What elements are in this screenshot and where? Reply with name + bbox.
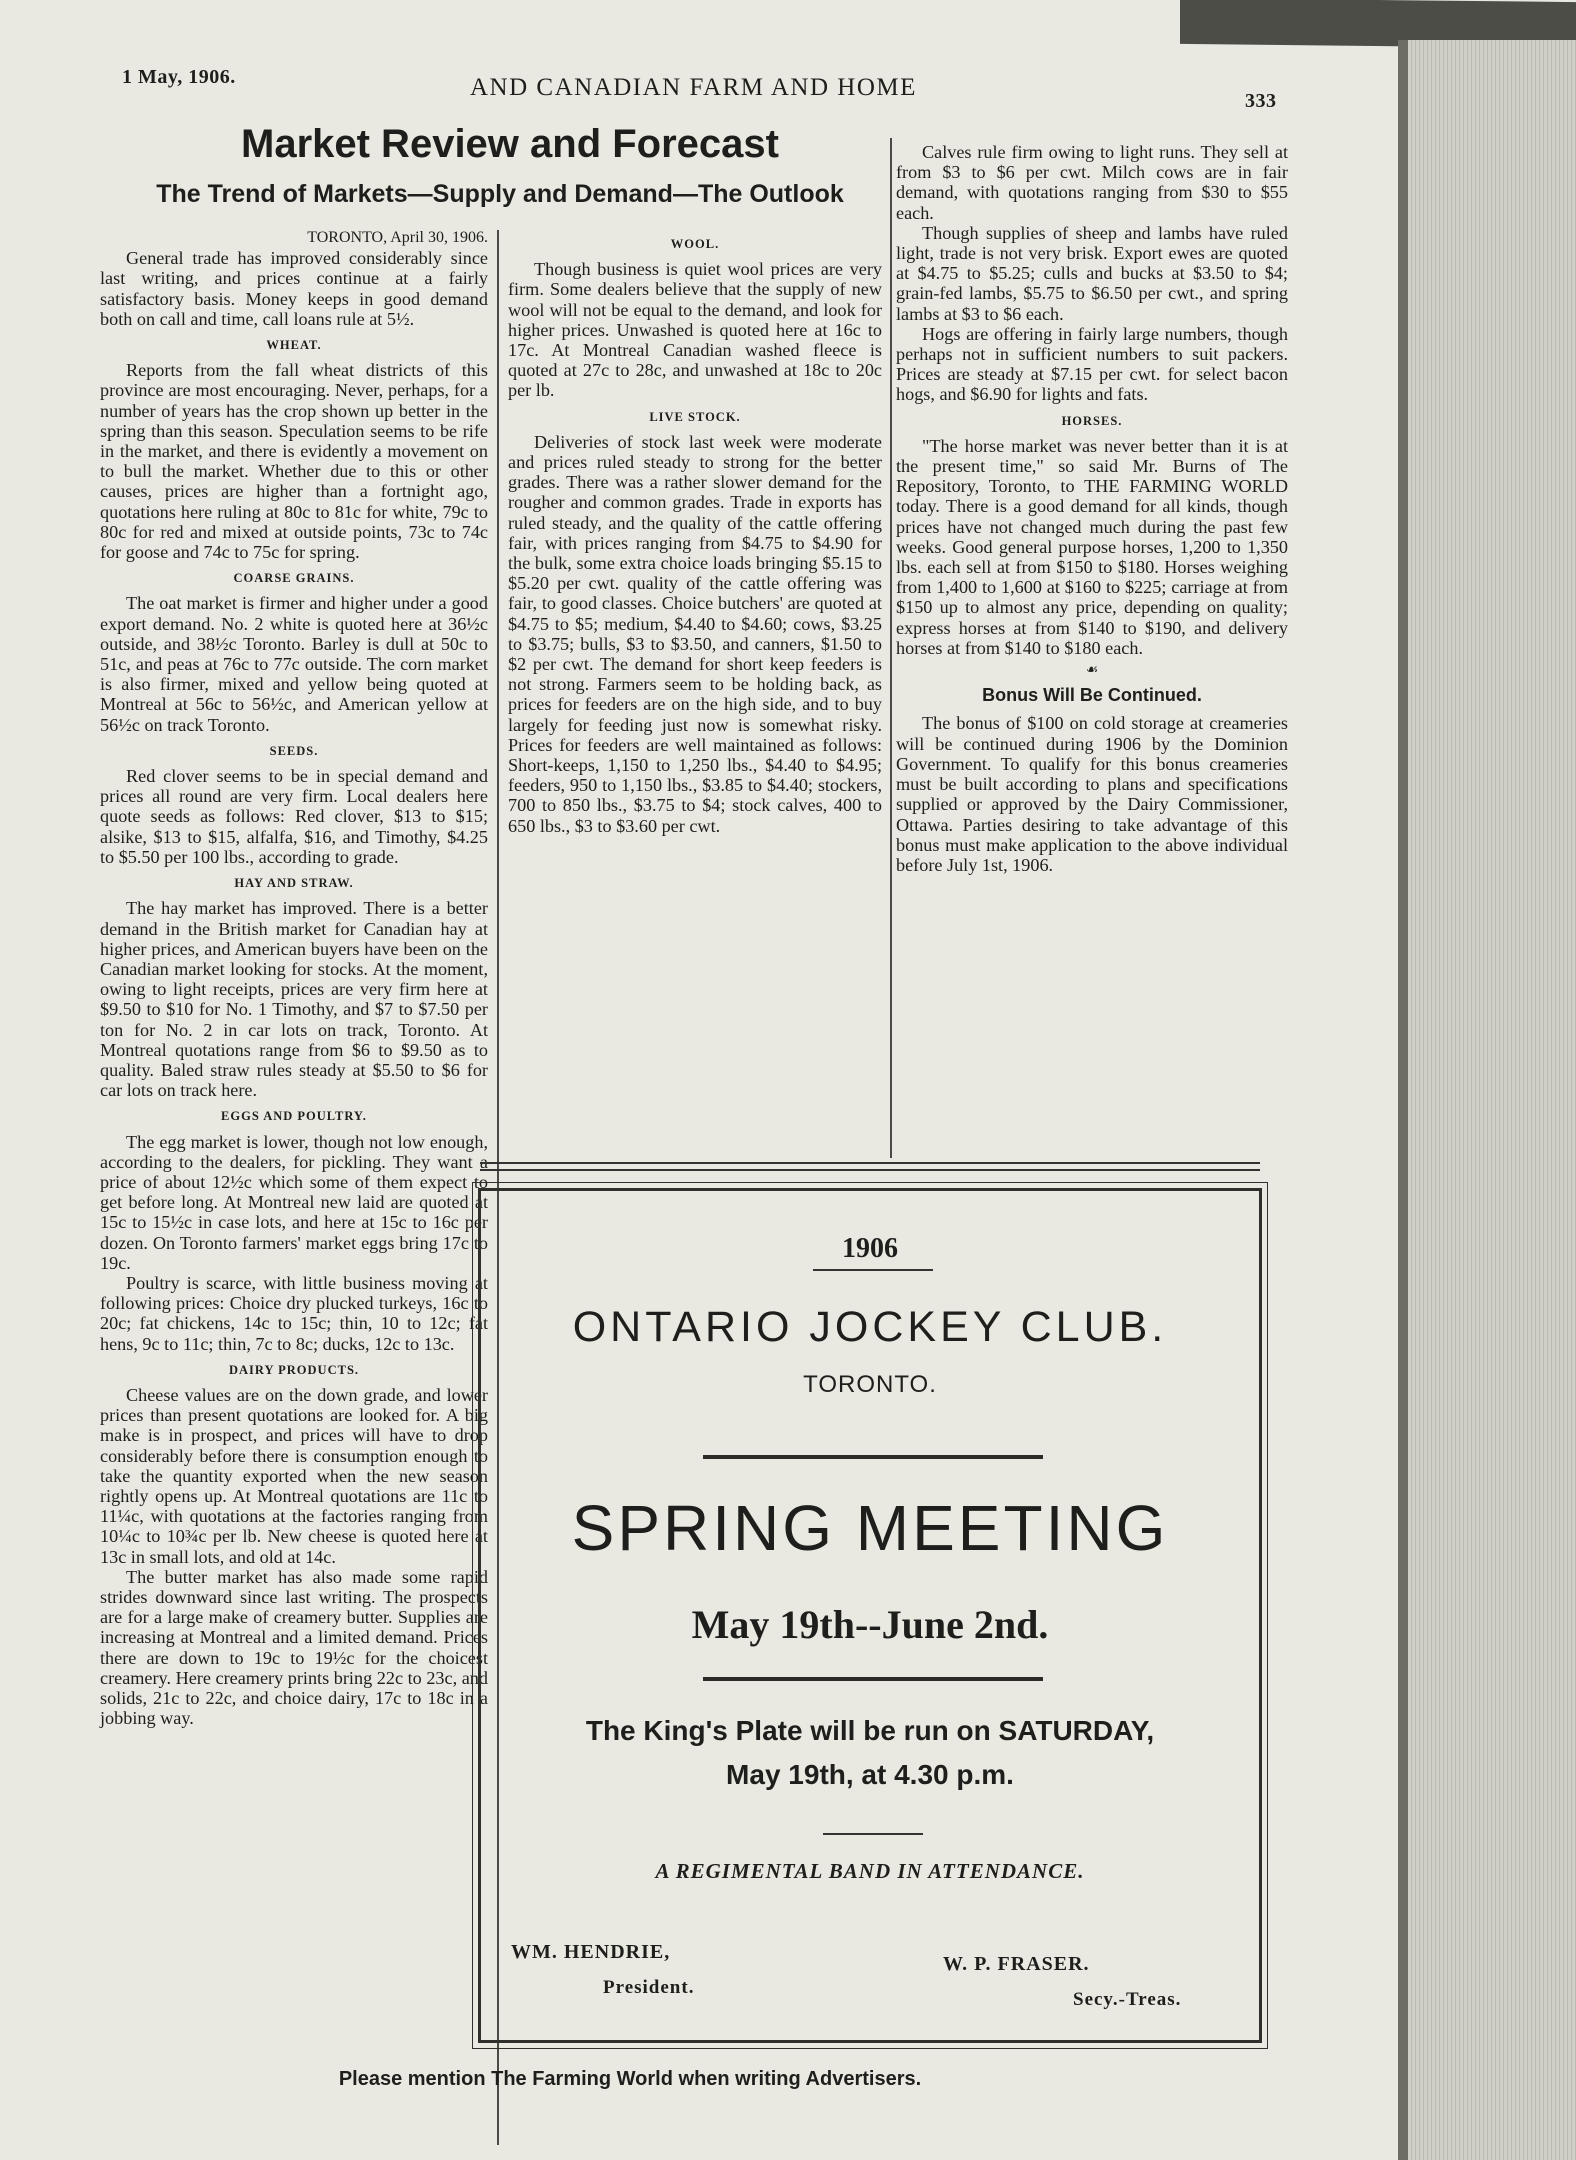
section-heading-eggs: EGGS AND POULTRY. <box>221 1109 367 1124</box>
article-column-1 <box>100 228 488 1728</box>
section-heading-wheat: WHEAT. <box>266 338 322 353</box>
header-date: 1 May, 1906. <box>122 66 236 88</box>
seeds-paragraph: Red clover seems to be in special demand and prices all round are very firm. Local dealers here quote seeds as follows: Red clover, $13 to $15; alsike, $13 to $15, alfalfa, $16, and Timothy, $4.25 to $5.50 per 100 lbs., according to grade. <box>100 766 488 867</box>
article-subtitle: The Trend of Markets—Supply and Demand—The Outlook <box>156 180 844 208</box>
wheat-paragraph: Reports from the fall wheat districts of this province are most encouraging. Never, perhaps, for a number of years has the crop shown up better in the spring than this season. Speculation seems to be rife in the market, and there is evidently a movement on to bull the market. Whether due to this or other causes, prices are higher than a fortnight ago, quotations here ruling at 80c to 81c for white, 79c to 80c for red and mixed at outside points, 73c to 74c for goose and 74c to 75c for spring. <box>100 360 488 563</box>
book-page-edges <box>1408 40 1576 2160</box>
section-heading-seeds: SEEDS. <box>269 743 319 758</box>
live-stock-paragraph: Deliveries of stock last week were moderate and prices ruled steady to strong for the better grades. There was a rather slower demand for the rougher and common grades. Trade in exports has ruled steady, and the quality of the cattle offering fair, with prices ranging from $4.75 to $4.90 for the bulk, some extra choice loads bringing $5.15 to $5.20 per cwt. quality of the cattle offering was fair, to good classes. Choice butchers' are quoted at $4.75 to $5; medium, $4.40 to $4.60; cows, $3.25 to $3.75; bulls, $3 to $3.50, and canners, $1.50 to $2 per cwt. The demand for short keep feeders is not strong. Farmers seem to be holding back, as prices for feeders are on the high side, and to buy largely for feeding just now is somewhat risky. Prices for feeders are well maintained as follows: Short-keeps, 1,150 to 1,250 lbs., $4.40 to $4.95; feeders, 950 to 1,150 lbs., $3.85 to $4.40; stockers, 700 to 850 lbs., $3.75 to $4; stock calves, 400 to 650 lbs., $3 to $3.60 per cwt. <box>508 431 882 836</box>
sheep-paragraph: Though supplies of sheep and lambs have ruled light, trade is not very brisk. Export ewes are quoted at $4.75 to $5.25; culls and bucks at $3.50 to $4; grain-fed lambs, $5.75 to $6.50 per cwt., and spring lambs at $3 to $6 each. <box>896 222 1288 324</box>
ad-secretary-name: W. P. FRASER. <box>943 1953 1090 1975</box>
wool-paragraph: Though business is quiet wool prices are very firm. Some dealers believe that the supply of new wool will not be equal to the demand, and look for higher prices. Unwashed is quoted here at 16c to 17c. At Montreal Canadian washed fleece is quoted at 27c to 28c, and unwashed at 18c to 20c per lb. <box>508 259 882 401</box>
intro-paragraph: General trade has improved considerably since last writing, and prices continue at a fairly satisfactory basis. Money keeps in good demand both on call and time, call loans rule at 5½. <box>100 248 488 329</box>
ad-secretary-title: Secy.-Treas. <box>1073 1989 1182 2010</box>
article-title: Market Review and Forecast <box>241 122 779 166</box>
horses-paragraph: "The horse market was never better than it is at the present time," so said Mr. Burns of The Repository, Toronto, to THE FARMING WORLD today. There is a good demand for all kinds, though prices have not changed much during the past few weeks. Good general purpose horses, 1,200 to 1,350 lbs. each sell at from $150 to $180. Horses weighing from 1,400 to 1,600 at $160 to $225; carriage at from $150 up to almost any price, depending on quality; express horses at from $140 to $190, and delivery horses at from $140 to $180 each. <box>896 435 1288 658</box>
ad-club-name: ONTARIO JOCKEY CLUB. <box>572 1303 1168 1351</box>
ad-kings-plate-line1: The King's Plate will be run on SATURDAY, <box>585 1715 1155 1746</box>
dateline: TORONTO, April 30, 1906. <box>307 229 488 246</box>
header-page-number: 333 <box>1245 90 1277 112</box>
ad-president-title: President. <box>603 1977 695 1998</box>
section-heading-dairy: DAIRY PRODUCTS. <box>228 1362 360 1377</box>
divider <box>813 1269 933 1271</box>
section-heading-coarse-grains: COARSE GRAINS. <box>233 571 355 586</box>
calves-paragraph: Calves rule firm owing to light runs. They sell at from $3 to $6 per cwt. Milch cows are in fair demand, with quotations ranging from $30 to $55 each. <box>896 142 1288 223</box>
ad-kings-plate-line2: May 19th, at 4.30 p.m. <box>726 1759 1014 1790</box>
eggs-paragraph: The egg market is lower, though not low enough, according to the dealers, for pickling. They want a price of about 12½c which some of them expect to get before long. At Montreal new laid are quoted at 15c to 15½c in case lots, and here at 15c to 16c per dozen. On Toronto farmers' market eggs bring 17c to 19c. <box>100 1131 488 1273</box>
poultry-paragraph: Poultry is scarce, with little business moving at following prices: Choice dry plucked turkeys, 16c to 20c; fat chickens, 14c to 15c; thin, 10 to 12c; fat hens, 9c to 11c; thin, 7c to 8c; ducks, 12c to 13c. <box>100 1272 488 1354</box>
butter-paragraph: The butter market has also made some rapid strides downward since last writing. The prospects are for a large make of creamery butter. Supplies are increasing at Montreal and a limited demand. Prices there are down to 19c to 19½c for the choicest creamery. Here creamery prints bring 22c to 23c, and solids, 21c to 22c, and choice dairy, 17c to 18c in a jobbing way. <box>100 1566 488 1729</box>
section-heading-hay: HAY AND STRAW. <box>234 876 354 891</box>
header-publication-title: AND CANADIAN FARM AND HOME <box>470 74 917 101</box>
column-divider <box>890 138 892 1158</box>
cheese-paragraph: Cheese values are on the down grade, and lower prices than present quotations are looked for. A big make is in prospect, and prices will have to drop considerably before there is consumption enough to take the quantity exported when the new season rightly opens up. At Montreal quotations are 11c to 11¼c, with quotations at the factories ranging from 10¼c to 10¾c per lb. New cheese is quoted here at 13c in small lots, and old at 14c. <box>100 1384 488 1567</box>
hay-paragraph: The hay market has improved. There is a better demand in the British market for Canadian hay at higher prices, and American buyers have been on the Canadian market looking for stocks. At the moment, owing to light receipts, prices are very firm here at $9.50 to $10 for No. 1 Timothy, and $7 to $7.50 per ton for No. 2 in car lots on track, Toronto. At Montreal quotations range from $6 to $9.50 as to quality. Baled straw rules steady at $5.50 to $6 for car lots on track here. <box>100 898 488 1101</box>
advertisement-top-rule <box>480 1162 1260 1171</box>
ad-president-name: WM. HENDRIE, <box>511 1941 671 1963</box>
ad-city: TORONTO. <box>803 1371 937 1398</box>
bonus-paragraph: The bonus of $100 on cold storage at creameries will be continued during 1906 by the Dominion Government. To qualify for this bonus creameries must be built according to plans and specifications supplied or approved by the Dairy Commissioner, Ottawa. Parties desiring to take advantage of this bonus must make application to the above individual before July 1st, 1906. <box>896 713 1288 875</box>
bonus-heading: Bonus Will Be Continued. <box>982 685 1202 706</box>
hogs-paragraph: Hogs are offering in fairly large numbers, though perhaps not in sufficient numbers to suit packers. Prices are steady at $7.15 per cwt. for select bacon hogs, and $6.90 for lights and fats. <box>896 323 1288 405</box>
advertisement-box <box>478 1188 1262 2043</box>
divider <box>703 1455 1043 1459</box>
divider <box>823 1833 923 1835</box>
ad-year: 1906 <box>842 1233 898 1264</box>
ad-band-notice: A REGIMENTAL BAND IN ATTENDANCE. <box>655 1859 1085 1883</box>
article-column-2 <box>508 228 882 836</box>
page-footer: Please mention The Farming World when writing Advertisers. <box>338 2068 922 2090</box>
section-heading-horses: HORSES. <box>1061 413 1123 428</box>
section-heading-wool: WOOL. <box>670 237 720 251</box>
article-column-3 <box>896 142 1288 875</box>
ad-event-title: SPRING MEETING <box>571 1492 1169 1564</box>
coarse-grains-paragraph: The oat market is firmer and higher under a good export demand. No. 2 white is quoted here at 36½c outside, and 38½c Toronto. Barley is dull at 50c to 51c, and peas at 76c to 77c outside. The corn market is also firmer, mixed and yellow being quoted at Montreal at 56c to 56½c, and American yellow at 56½c on track Toronto. <box>100 593 488 735</box>
divider <box>703 1677 1043 1681</box>
section-heading-live-stock: LIVE STOCK. <box>649 409 741 424</box>
ornament-icon: ☙ <box>1085 663 1099 679</box>
ad-event-dates: May 19th--June 2nd. <box>691 1602 1049 1647</box>
